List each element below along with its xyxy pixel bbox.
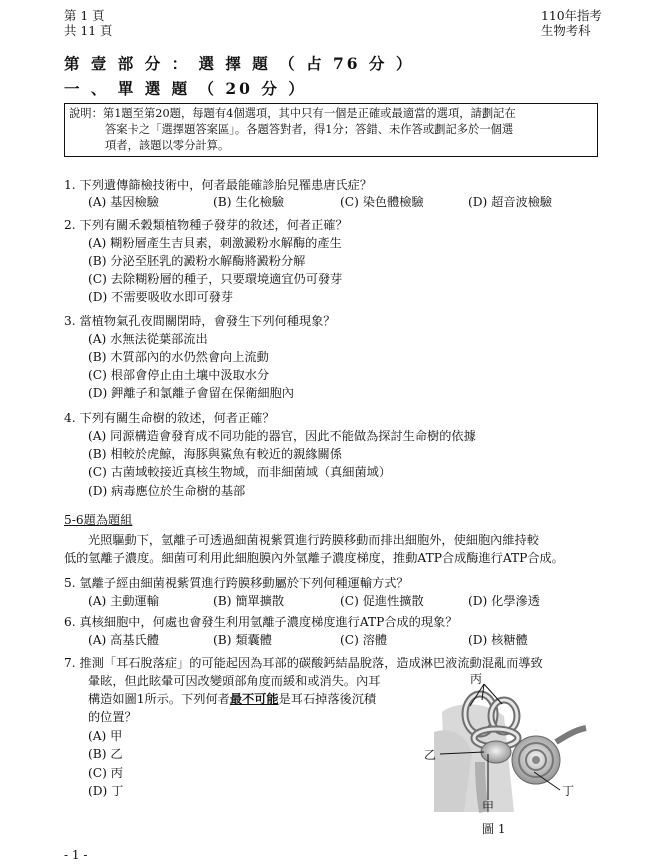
q1-option-b[interactable]: (B) 生化檢驗: [213, 195, 285, 209]
q4-option-d[interactable]: (D) 病毒應位於生命樹的基部: [88, 484, 246, 498]
figure-caption: 圖 1: [482, 822, 506, 836]
q5-option-a[interactable]: (A) 主動運輸: [88, 594, 159, 608]
question-4-stem: 4. 下列有關生命樹的敘述，何者正確？: [64, 411, 275, 425]
instruction-line-2: 答案卡之「選擇題答案區」。各題答對者，得1分；答錯、未作答或劃記多於一個選: [105, 123, 514, 136]
group-paragraph-line-1: 光照驅動下，氫離子可透過細菌視紫質進行跨膜移動而排出細胞外，使細胞內維持較: [88, 533, 539, 547]
q7-option-b[interactable]: (B) 乙: [88, 747, 123, 761]
question-3-stem: 3. 當植物氣孔夜間關閉時，會發生下列何種現象？: [64, 314, 336, 328]
q7-line3-part-a: 構造如圖1所示。下列何者: [88, 692, 230, 706]
q5-option-b[interactable]: (B) 簡單擴散: [213, 594, 285, 608]
q2-option-d[interactable]: (D) 不需要吸收水即可發芽: [88, 290, 234, 304]
question-7-line-1: 7. 推測「耳石脫落症」的可能起因為耳部的碳酸鈣結晶脫落，造成淋巴液流動混亂而導致: [64, 656, 543, 670]
group-paragraph-line-2: 低的氫離子濃度。細菌可利用此細胞膜內外氫離子濃度梯度，推動ATP合成酶進行ATP合成。: [64, 551, 564, 565]
q7-line3-part-b: 是耳石掉落後沉積: [278, 692, 377, 706]
subject-name: 生物考科: [541, 23, 591, 38]
q7-option-d[interactable]: (D) 丁: [88, 784, 124, 798]
figure-label-jia: 甲: [482, 800, 495, 814]
exam-name: 110年指考: [541, 8, 602, 23]
q6-option-b[interactable]: (B) 類囊體: [213, 633, 272, 647]
q1-option-c[interactable]: (C) 染色體檢驗: [340, 195, 424, 209]
question-5-stem: 5. 氫離子經由細菌視紫質進行跨膜移動屬於下列何種運輸方式？: [64, 576, 409, 590]
q3-option-c[interactable]: (C) 根部會停止由土壤中汲取水分: [88, 368, 270, 382]
q7-emphasis: 最不可能: [229, 692, 279, 706]
q1-option-a[interactable]: (A) 基因檢驗: [88, 195, 159, 209]
q1-option-d[interactable]: (D) 超音波檢驗: [468, 195, 553, 209]
q2-option-c[interactable]: (C) 去除糊粉層的種子，只要環境適宜仍可發芽: [88, 272, 343, 286]
q3-option-a[interactable]: (A) 水無法從葉部流出: [88, 332, 208, 346]
q2-option-b[interactable]: (B) 分泌至胚乳的澱粉水解酶將澱粉分解: [88, 254, 306, 268]
q3-option-b[interactable]: (B) 木質部內的水仍然會向上流動: [88, 350, 269, 364]
q7-option-a[interactable]: (A) 甲: [88, 729, 123, 743]
q4-option-a[interactable]: (A) 同源構造會發育成不同功能的器官，因此不能做為探討生命樹的依據: [88, 429, 476, 443]
instruction-line-3: 項者，該題以零分計算。: [105, 139, 230, 152]
question-7-line-3: [88, 692, 376, 707]
question-7-line-4: 的位置？: [88, 710, 137, 724]
q4-option-c[interactable]: (C) 古菌域較接近真核生物域，而非細菌域（真細菌域）: [88, 465, 392, 479]
question-2-stem: 2. 下列有關禾穀類植物種子發芽的敘述，何者正確？: [64, 218, 348, 232]
inner-ear-illustration: [424, 672, 594, 822]
sub-title: 一 、 單 選 題 （ 20 分 ）: [64, 79, 307, 98]
instruction-line-1: 說明：第1題至第20題，每題有4個選項，其中只有一個是正確或最適當的選項，請劃記在: [69, 107, 516, 120]
page-footer: - 1 -: [64, 848, 88, 862]
q7-option-c[interactable]: (C) 丙: [88, 766, 123, 780]
page-number: 第 1 頁: [64, 8, 105, 23]
page-total: 共 11 頁: [64, 23, 113, 38]
figure-label-yi: 乙: [424, 748, 437, 762]
instruction-box: [64, 103, 598, 157]
q2-option-a[interactable]: (A) 糊粉層產生吉貝素，刺激澱粉水解酶的產生: [88, 236, 342, 250]
q4-option-b[interactable]: (B) 相較於虎鯨，海豚與鯊魚有較近的親緣關係: [88, 447, 342, 461]
question-group-title: 5-6題為題組: [64, 513, 133, 527]
q5-option-c[interactable]: (C) 促進性擴散: [340, 594, 424, 608]
figure-label-ding: 丁: [562, 784, 575, 798]
question-1-stem: 1. 下列遺傳篩檢技術中，何者最能確診胎兒罹患唐氏症？: [64, 178, 373, 192]
question-7-line-2: 暈眩，但此眩暈可因改變頭部角度而緩和或消失。內耳: [88, 674, 381, 688]
q6-option-c[interactable]: (C) 溶體: [340, 633, 388, 647]
q6-option-d[interactable]: (D) 核糖體: [468, 633, 528, 647]
q6-option-a[interactable]: (A) 高基氏體: [88, 633, 159, 647]
figure-label-bing: 丙: [470, 672, 483, 686]
q5-option-d[interactable]: (D) 化學滲透: [468, 594, 540, 608]
part-title: 第 壹 部 分 ： 選 擇 題 （ 占 76 分 ）: [64, 54, 415, 73]
inner-ear-figure: [424, 672, 594, 822]
q3-option-d[interactable]: (D) 鉀離子和氯離子會留在保衛細胞內: [88, 386, 294, 400]
question-6-stem: 6. 真核細胞中，何處也會發生利用氫離子濃度梯度進行ATP合成的現象？: [64, 615, 458, 629]
